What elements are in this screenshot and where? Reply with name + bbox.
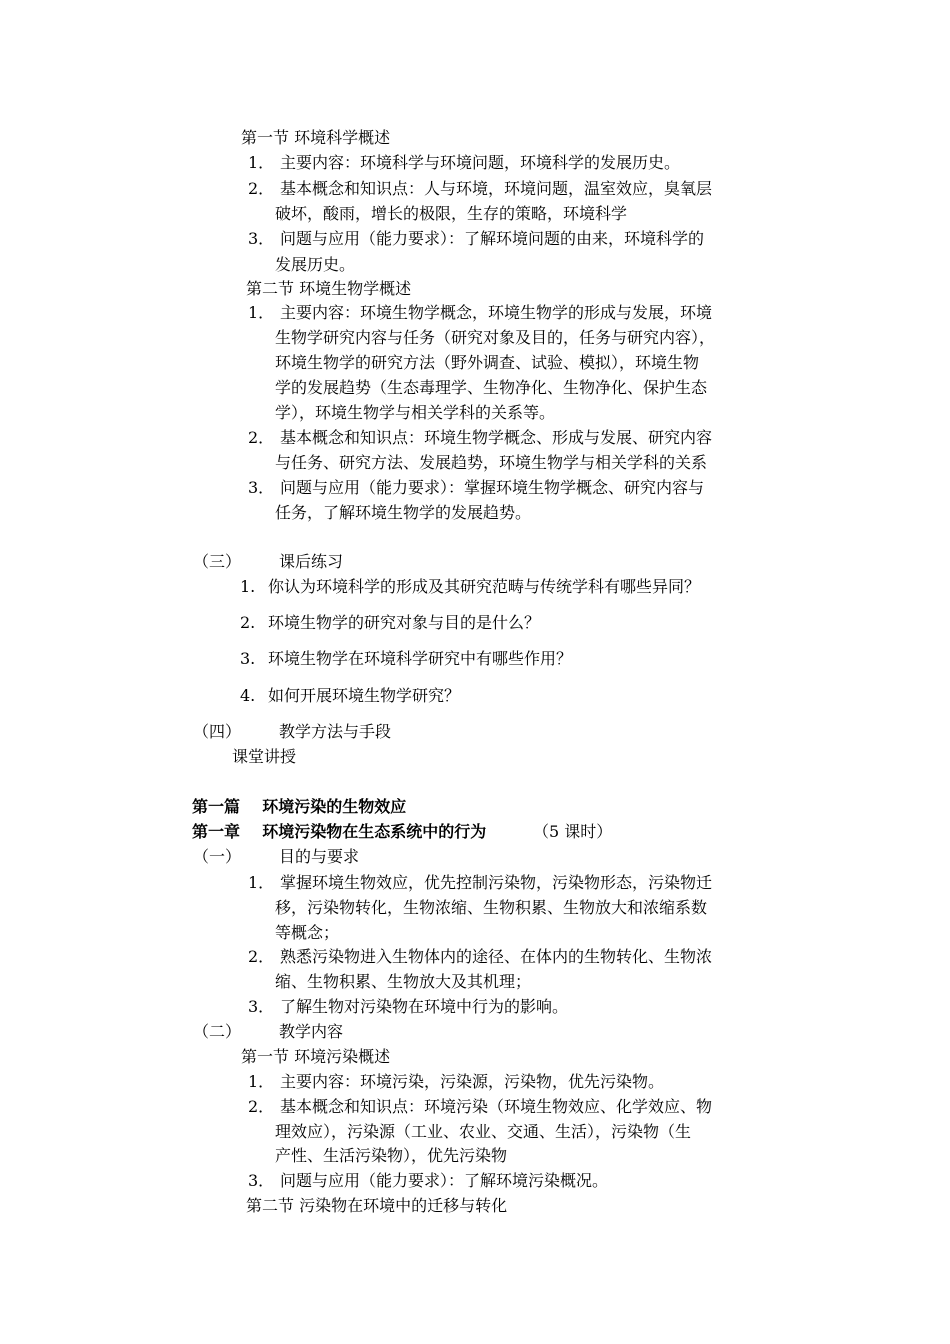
section-heading: 教学方法与手段 xyxy=(279,722,392,741)
item-text: 问题与应用（能力要求）：掌握环境生物学概念、研究内容与 xyxy=(280,478,705,497)
section-title: 第一节 环境污染概述 xyxy=(241,1047,391,1066)
item-number: 2． xyxy=(248,428,275,447)
section-heading: 目的与要求 xyxy=(279,847,360,866)
chapter-hours: （5 课时） xyxy=(533,822,613,841)
section-marker: （二） xyxy=(193,1022,242,1041)
item-text: 破坏，酸雨，增长的极限，生存的策略，环境科学 xyxy=(275,204,628,223)
item-number: 2． xyxy=(248,179,275,198)
section-title: 第二节 环境生物学概述 xyxy=(246,279,412,298)
item-number: 2． xyxy=(248,1097,275,1116)
item-number: 3． xyxy=(248,997,275,1016)
exercise-number: 3. xyxy=(240,649,256,668)
item-text: 问题与应用（能力要求）：了解环境问题的由来，环境科学的 xyxy=(280,229,705,248)
section-marker: （一） xyxy=(193,847,242,866)
item-number: 1． xyxy=(248,1072,275,1091)
section-title: 第一节 环境科学概述 xyxy=(241,128,391,147)
item-text: 问题与应用（能力要求）：了解环境污染概况。 xyxy=(280,1171,609,1190)
item-text: 理效应），污染源（工业、农业、交通、生活），污染物（生 xyxy=(275,1122,692,1141)
item-text: 缩、生物积累、生物放大及其机理； xyxy=(275,972,532,991)
item-text: 与任务、研究方法、发展趋势，环境生物学与相关学科的关系 xyxy=(275,453,708,472)
item-text: 基本概念和知识点：环境生物学概念、形成与发展、研究内容 xyxy=(280,428,713,447)
item-text: 掌握环境生物效应，优先控制污染物，污染物形态，污染物迁 xyxy=(280,873,713,892)
item-text: 了解生物对污染物在环境中行为的影响。 xyxy=(280,997,569,1016)
section-title: 第二节 污染物在环境中的迁移与转化 xyxy=(246,1196,508,1215)
item-number: 3． xyxy=(248,478,275,497)
item-number: 3． xyxy=(248,1171,275,1190)
item-text: 主要内容：环境科学与环境问题，环境科学的发展历史。 xyxy=(280,153,681,172)
item-text: 基本概念和知识点：人与环境，环境问题，温室效应，臭氧层 xyxy=(280,179,713,198)
item-text: 环境生物学的研究方法（野外调查、试验、模拟），环境生物 xyxy=(275,353,700,372)
item-text: 产性、生活污染物），优先污染物 xyxy=(275,1146,508,1165)
exercise-text: 环境生物学的研究对象与目的是什么？ xyxy=(268,613,541,632)
item-number: 1． xyxy=(248,303,275,322)
exercise-text: 环境生物学在环境科学研究中有哪些作用？ xyxy=(268,649,573,668)
exercise-text: 你认为环境科学的形成及其研究范畴与传统学科有哪些异同？ xyxy=(268,577,701,596)
exercise-number: 2. xyxy=(240,613,256,632)
item-text: 移，污染物转化，生物浓缩、生物积累、生物放大和浓缩系数 xyxy=(275,898,708,917)
item-number: 1． xyxy=(248,873,275,892)
item-number: 3． xyxy=(248,229,275,248)
item-number: 2． xyxy=(248,947,275,966)
item-text: 等概念； xyxy=(275,923,340,942)
item-text: 熟悉污染物进入生物体内的途径、在体内的生物转化、生物浓 xyxy=(280,947,713,966)
item-text: 生物学研究内容与任务（研究对象及目的，任务与研究内容）， xyxy=(275,328,716,347)
item-text: 发展历史。 xyxy=(275,255,356,274)
exercise-text: 如何开展环境生物学研究？ xyxy=(268,686,461,705)
item-text: 主要内容：环境污染，污染源，污染物，优先污染物。 xyxy=(280,1072,665,1091)
section-heading: 教学内容 xyxy=(279,1022,344,1041)
methods-body: 课堂讲授 xyxy=(232,747,297,766)
item-number: 1． xyxy=(248,153,275,172)
item-text: 学的发展趋势（生态毒理学、生物净化、生物净化、保护生态 xyxy=(275,378,708,397)
item-text: 任务，了解环境生物学的发展趋势。 xyxy=(275,503,532,522)
exercise-number: 1. xyxy=(240,577,256,596)
section-heading: 课后练习 xyxy=(279,552,344,571)
item-text: 主要内容：环境生物学概念，环境生物学的形成与发展，环境 xyxy=(280,303,713,322)
part-title: 第一篇 环境污染的生物效应 xyxy=(192,797,407,816)
item-text: 基本概念和知识点：环境污染（环境生物效应、化学效应、物 xyxy=(280,1097,713,1116)
section-marker: （三） xyxy=(193,552,242,571)
exercise-number: 4. xyxy=(240,686,256,705)
chapter-title: 第一章 环境污染物在生态系统中的行为 xyxy=(192,822,487,841)
item-text: 学），环境生物学与相关学科的关系等。 xyxy=(275,403,556,422)
section-marker: （四） xyxy=(193,722,242,741)
